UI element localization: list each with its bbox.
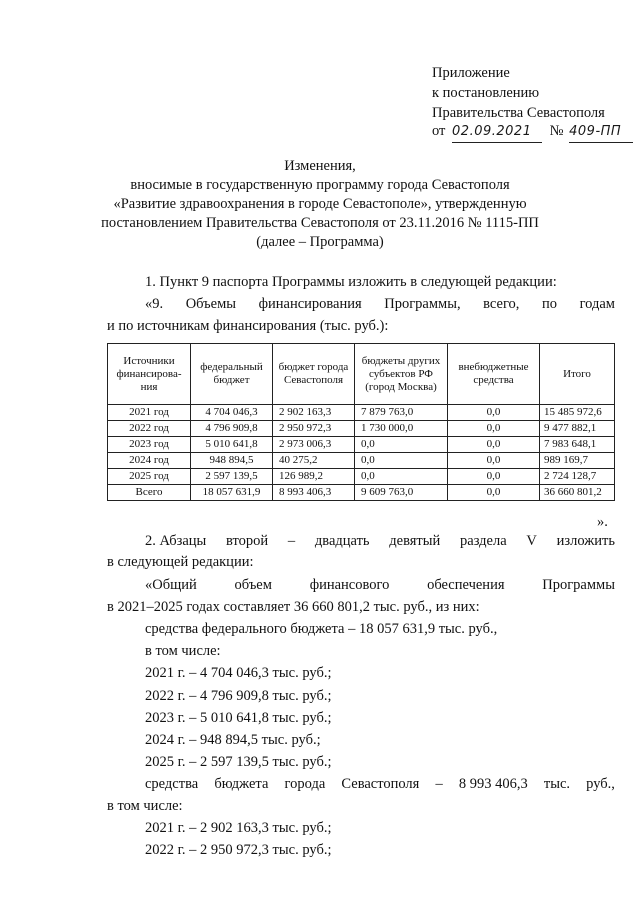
- federal-year-item: 2021 г. – 4 704 046,3 тыс. руб.;: [145, 665, 332, 681]
- table-cell: 0,0: [448, 469, 540, 485]
- table-cell: 0,0: [448, 405, 540, 421]
- table-cell: 989 169,7: [540, 453, 615, 469]
- title-line-resolution: постановлением Правительства Севастополя от 23.11.2016 № 1115-ПП: [101, 215, 539, 231]
- appendix-line-resolution: к постановлению: [432, 85, 540, 101]
- federal-year-item: 2022 г. – 4 796 909,8 тыс. руб.;: [145, 688, 332, 704]
- city-word: –: [435, 776, 443, 792]
- quote-word: обеспечения: [427, 577, 505, 593]
- table-row: [108, 453, 615, 469]
- table-cell: 1 730 000,0: [355, 421, 448, 437]
- number-prefix: №: [549, 123, 564, 139]
- heading-word: изложить: [556, 533, 615, 549]
- heading-word: второй: [226, 533, 269, 549]
- section1-quote-line: [145, 294, 615, 315]
- table-cell: 2022 год: [108, 421, 191, 437]
- table-cell: 8 993 406,3: [273, 485, 355, 501]
- table-cell: 9 477 882,1: [540, 421, 615, 437]
- section1-heading: 1. Пункт 9 паспорта Программы изложить в следующей редакции:: [145, 274, 557, 290]
- heading-word: 2. Абзацы: [145, 533, 207, 549]
- table-cell: 5 010 641,8: [191, 437, 273, 453]
- appendix-line-government: Правительства Севастополя: [432, 105, 605, 121]
- city-word: Севастополя: [341, 776, 420, 792]
- table-cell: 126 989,2: [273, 469, 355, 485]
- quote-word: «9.: [145, 296, 164, 312]
- city-year-item: 2021 г. – 2 902 163,3 тыс. руб.;: [145, 820, 332, 836]
- federal-year-item: 2025 г. – 2 597 139,5 тыс. руб.;: [145, 754, 332, 770]
- quote-word: по: [541, 296, 557, 312]
- table-cell: 0,0: [448, 485, 540, 501]
- including-label: в том числе:: [145, 643, 221, 659]
- heading-word: раздела: [460, 533, 507, 549]
- financing-table: [107, 343, 615, 501]
- table-row: [108, 421, 615, 437]
- title-line-name: «Развитие здравоохранения в городе Севастополе», утвержденную: [113, 196, 527, 212]
- table-cell: 0,0: [448, 421, 540, 437]
- heading-word: двадцать: [314, 533, 370, 549]
- table-cell: 2 950 972,3: [273, 421, 355, 437]
- table-cell: 2025 год: [108, 469, 191, 485]
- including-label: в том числе:: [107, 798, 183, 814]
- table-cell: 948 894,5: [191, 453, 273, 469]
- table-row: [108, 437, 615, 453]
- quote-word: Программы,: [384, 296, 461, 312]
- table-cell: 4 796 909,8: [191, 421, 273, 437]
- table-cell: 4 704 046,3: [191, 405, 273, 421]
- heading-word: девятый: [389, 533, 441, 549]
- table-cell: 36 660 801,2: [540, 485, 615, 501]
- header-sources: Источники финансирова-ния: [108, 344, 191, 405]
- table-cell: 2 597 139,5: [191, 469, 273, 485]
- federal-budget-total: средства федерального бюджета – 18 057 631,9 тыс. руб.,: [145, 621, 498, 637]
- table-cell: 2 724 128,7: [540, 469, 615, 485]
- federal-year-item: 2024 г. – 948 894,5 тыс. руб.;: [145, 732, 321, 748]
- header-extrabudgetary: внебюджетные средства: [448, 344, 540, 405]
- table-cell: 15 485 972,6: [540, 405, 615, 421]
- table-cell: 2023 год: [108, 437, 191, 453]
- quote-word: Программы: [542, 577, 615, 593]
- quote-word: всего,: [483, 296, 520, 312]
- table-cell: 2024 год: [108, 453, 191, 469]
- heading-word: –: [287, 533, 296, 549]
- table-cell: 9 609 763,0: [355, 485, 448, 501]
- quote-word: Объемы: [185, 296, 237, 312]
- title-line-program-ref: (далее – Программа): [256, 234, 384, 250]
- quote-close: ».: [597, 514, 608, 530]
- city-word: руб.,: [586, 776, 615, 792]
- table-cell: 2021 год: [108, 405, 191, 421]
- appendix-date-line: [432, 121, 633, 143]
- city-budget-total-line: [145, 774, 615, 795]
- table-total-row: [108, 485, 615, 501]
- city-year-item: 2022 г. – 2 950 972,3 тыс. руб.;: [145, 842, 332, 858]
- city-word: тыс.: [543, 776, 571, 792]
- title-line-program: вносимые в государственную программу города Севастополя: [130, 177, 510, 193]
- table-cell: 7 879 763,0: [355, 405, 448, 421]
- heading-word: V: [526, 533, 537, 549]
- number-value: 409-ПП: [569, 122, 633, 143]
- federal-year-item: 2023 г. – 5 010 641,8 тыс. руб.;: [145, 710, 332, 726]
- appendix-label: Приложение: [432, 65, 510, 81]
- date-value: 02.09.2021: [452, 122, 542, 143]
- quote-word: финансирования: [258, 296, 362, 312]
- city-word: 8 993 406,3: [458, 776, 528, 792]
- table-row: [108, 469, 615, 485]
- table-header-row: [108, 344, 615, 405]
- date-prefix: от: [432, 123, 446, 139]
- table-cell: 7 983 648,1: [540, 437, 615, 453]
- table-cell: 0,0: [448, 453, 540, 469]
- header-other-subjects: бюджеты других субъектов РФ (город Москва): [355, 344, 448, 405]
- table-cell: 18 057 631,9: [191, 485, 273, 501]
- section2-heading-line: [145, 531, 615, 552]
- table-cell: 0,0: [355, 469, 448, 485]
- table-cell: 0,0: [355, 437, 448, 453]
- quote-word: «Общий: [145, 577, 197, 593]
- header-total: Итого: [540, 344, 615, 405]
- section2-quote-line2: в 2021–2025 годах составляет 36 660 801,2 тыс. руб., из них:: [107, 599, 480, 615]
- section1-quote-line2: и по источникам финансирования (тыс. руб.):: [107, 318, 389, 334]
- table-cell: 0,0: [355, 453, 448, 469]
- city-word: средства: [145, 776, 199, 792]
- header-city-budget: бюджет города Севастополя: [273, 344, 355, 405]
- table-cell: 2 973 006,3: [273, 437, 355, 453]
- section2-heading-line2: в следующей редакции:: [107, 554, 254, 570]
- section2-quote-line: [145, 575, 615, 596]
- table-cell: 2 902 163,3: [273, 405, 355, 421]
- table-cell: 40 275,2: [273, 453, 355, 469]
- quote-word: финансового: [309, 577, 390, 593]
- header-federal-budget: федеральный бюджет: [191, 344, 273, 405]
- city-word: бюджета: [214, 776, 269, 792]
- table-row: [108, 405, 615, 421]
- city-word: города: [284, 776, 326, 792]
- quote-word: годам: [579, 296, 615, 312]
- quote-word: объем: [234, 577, 272, 593]
- title-changes: Изменения,: [284, 158, 356, 174]
- table-cell: Всего: [108, 485, 191, 501]
- table-cell: 0,0: [448, 437, 540, 453]
